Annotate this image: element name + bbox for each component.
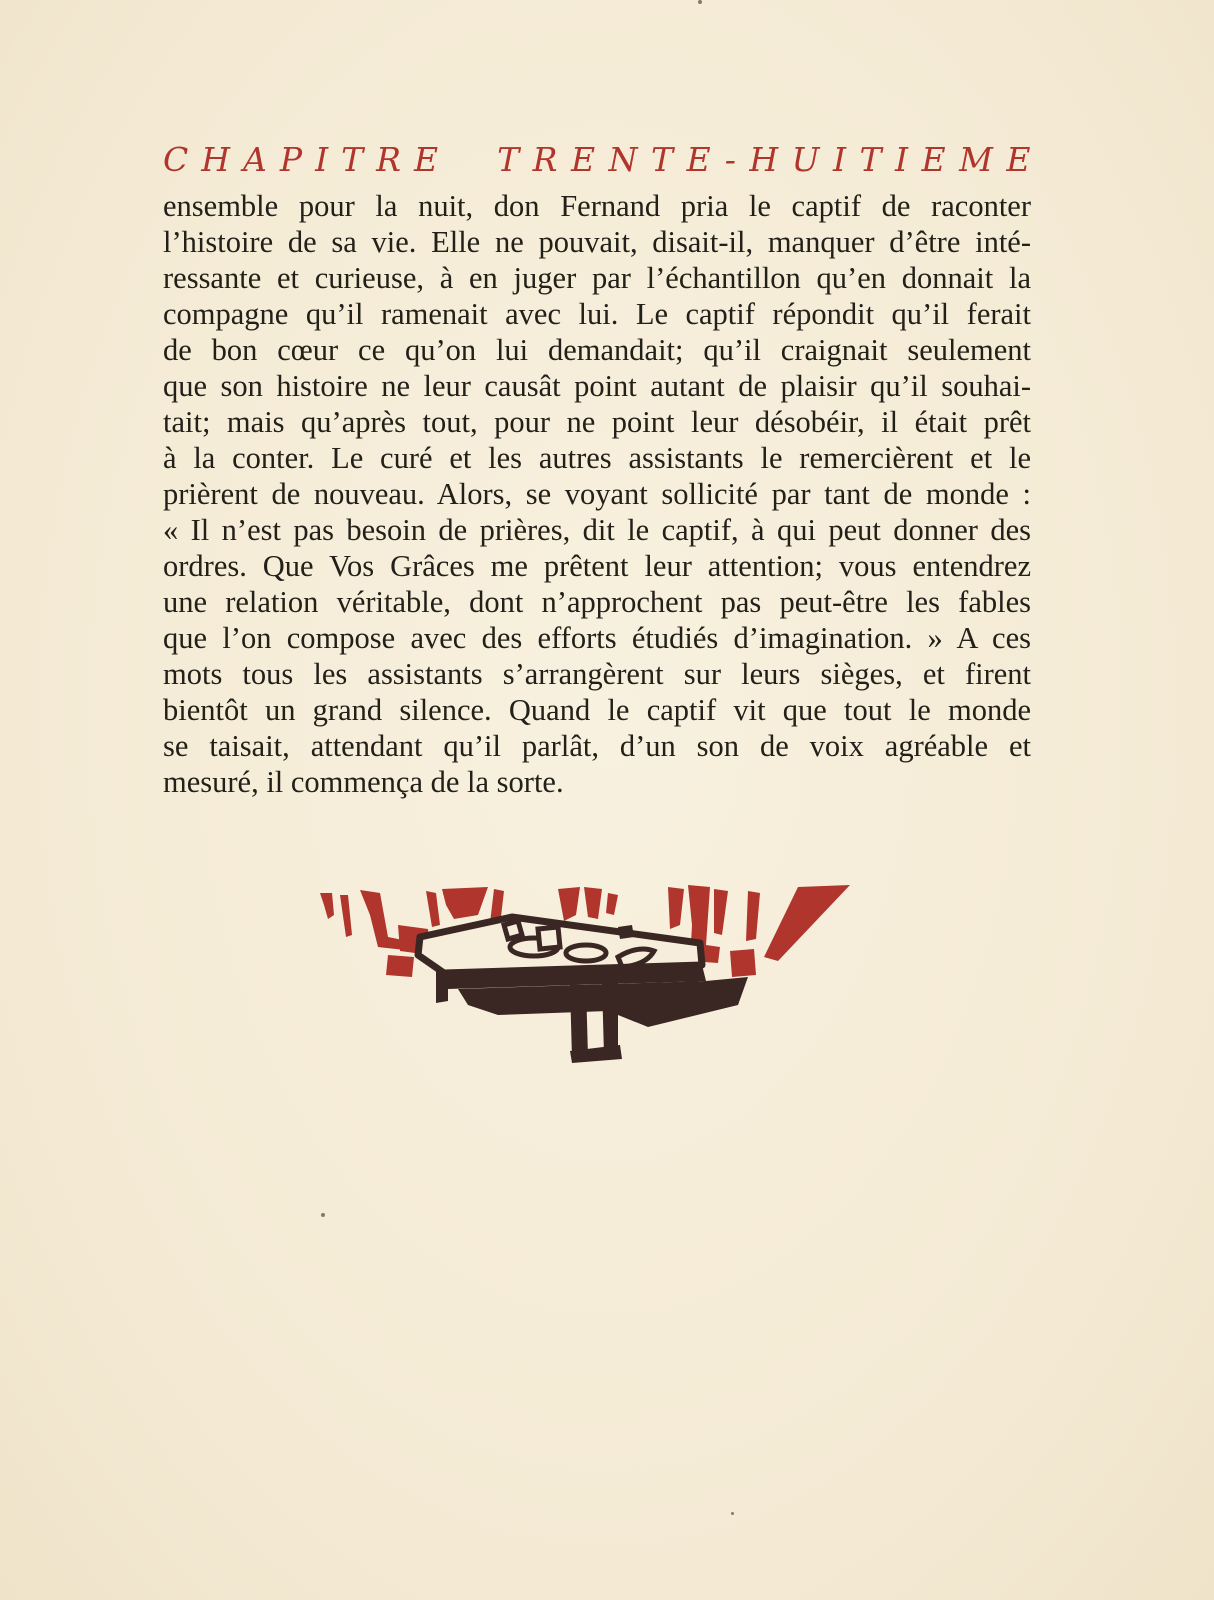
text-line: mots tous les assistants s’arrangèrent sur leurs sièges, et firent	[163, 657, 1031, 691]
text-line: se taisait, attendant qu’il parlât, d’un son de voix agréable et	[163, 729, 1031, 763]
running-head-number: TRENTE-HUITIEME	[497, 140, 1044, 179]
text-line: ordres. Que Vos Grâces me prêtent leur attention; vous entendrez	[163, 549, 1031, 583]
text-line: compagne qu’il ramenait avec lui. Le captif répondit qu’il ferait	[163, 297, 1031, 331]
text-line: que son histoire ne leur causât point autant de plaisir qu’il souhai-	[163, 369, 1031, 403]
text-line: tait; mais qu’après tout, pour ne point leur désobéir, il était prêt	[163, 405, 1031, 439]
table-woodcut-illustration	[318, 885, 868, 1085]
text-line: « Il n’est pas besoin de prières, dit le captif, à qui peut donner des	[163, 513, 1031, 547]
paper-speck	[321, 1213, 325, 1217]
text-line: mesuré, il commença de la sorte.	[163, 765, 564, 799]
text-line: ensemble pour la nuit, don Fernand pria le captif de raconter	[163, 189, 1031, 223]
text-line: l’histoire de sa vie. Elle ne pouvait, disait-il, manquer d’être inté-	[163, 225, 1031, 259]
paper-speck	[731, 1512, 734, 1515]
text-line: une relation véritable, dont n’approchent pas peut-être les fables	[163, 585, 1031, 619]
text-line: de bon cœur ce qu’on lui demandait; qu’il craignait seulement	[163, 333, 1031, 367]
text-line: ressante et curieuse, à en juger par l’échantillon qu’en donnait la	[163, 261, 1031, 295]
running-head	[163, 140, 1044, 179]
text-line: que l’on compose avec des efforts étudiés d’imagination. » A ces	[163, 621, 1031, 655]
paper-speck	[698, 0, 702, 4]
text-line: bientôt un grand silence. Quand le captif vit que tout le monde	[163, 693, 1031, 727]
text-line: à la conter. Le curé et les autres assistants le remercièrent et le	[163, 441, 1031, 475]
text-line: prièrent de nouveau. Alors, se voyant sollicité par tant de monde :	[163, 477, 1031, 511]
running-head-chapter: CHAPITRE	[163, 140, 452, 179]
body-text	[163, 188, 1031, 800]
